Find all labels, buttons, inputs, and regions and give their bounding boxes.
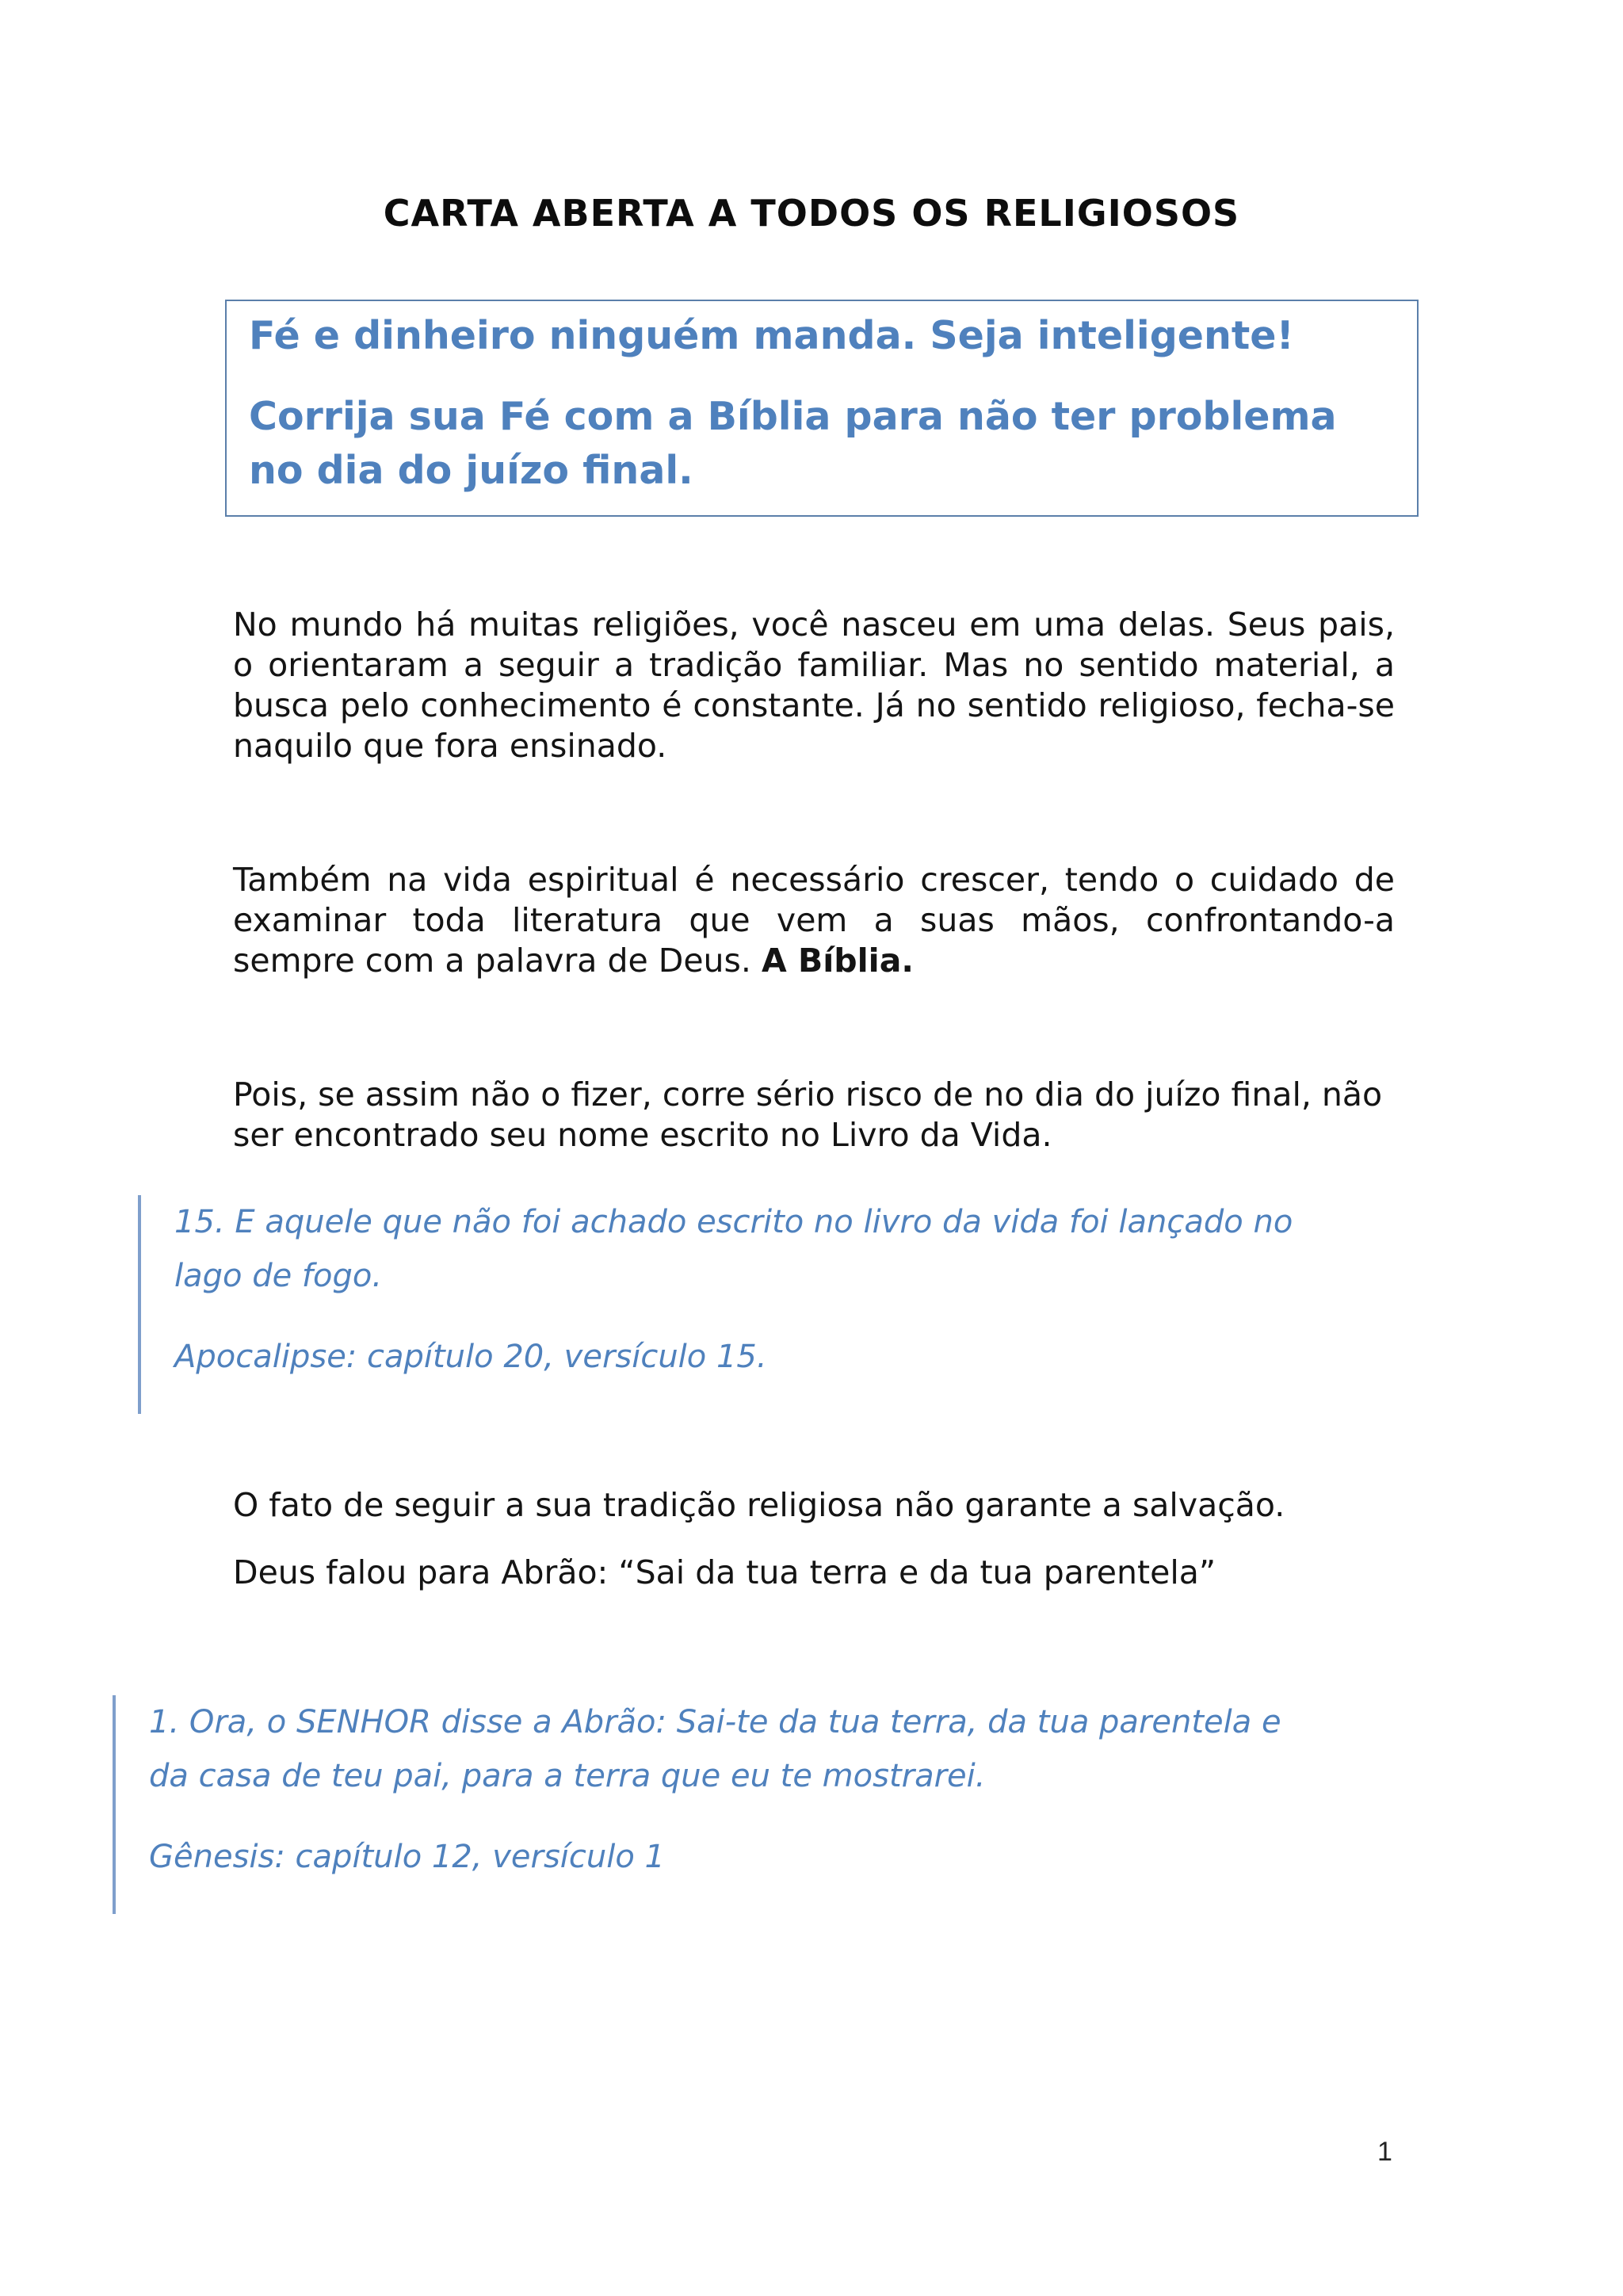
- callout-box: [225, 300, 1419, 517]
- bible-emphasis: A Bíblia.: [761, 942, 914, 980]
- paragraph-spiritual-growth-text: Também na vida espiritual é necessário crescer, tendo o cuidado de examinar toda literatura que vem a suas mãos, confrontando-a sempre com a palavra de Deus.: [233, 861, 1395, 980]
- quote-reference-revelation: Apocalipse: capítulo 20, versículo 15.: [174, 1339, 767, 1375]
- bible-quote-genesis: [113, 1695, 1285, 1914]
- page-number: 1: [1377, 2137, 1392, 2167]
- quote-reference-genesis: Gênesis: capítulo 12, versículo 1: [149, 1839, 665, 1875]
- quote-verse-genesis: 1. Ora, o SENHOR disse a Abrão: Sai-te da tua terra, da tua parentela e da casa de teu pai, para a terra que eu te mostrarei.: [149, 1704, 1281, 1794]
- paragraph-abraham: Deus falou para Abrão: “Sai da tua terra e da tua parentela”: [233, 1553, 1216, 1591]
- bible-quote-revelation: [138, 1195, 1295, 1414]
- callout-line-1: Fé e dinheiro ninguém manda. Seja inteligente!: [249, 313, 1294, 358]
- paragraph-religions: No mundo há muitas religiões, você nasceu em uma delas. Seus pais, o orientaram a seguir a tradição familiar. Mas no sentido material, a busca pelo conhecimento é constante. Já no sentido religioso, fecha-se naquilo que fora ensinado.: [233, 606, 1395, 765]
- paragraph-tradition: O fato de seguir a sua tradição religiosa não garante a salvação.: [233, 1486, 1285, 1524]
- callout-line-2: Corrija sua Fé com a Bíblia para não ter problema no dia do juízo final.: [249, 394, 1337, 493]
- page-title: CARTA ABERTA A TODOS OS RELIGIOSOS: [383, 192, 1240, 235]
- paragraph-spiritual-growth: [233, 860, 1395, 981]
- paragraph-judgment-risk: Pois, se assim não o fizer, corre sério risco de no dia do juízo final, não ser encontrado seu nome escrito no Livro da Vida.: [233, 1075, 1383, 1154]
- quote-verse-revelation: 15. E aquele que não foi achado escrito no livro da vida foi lançado no lago de fogo.: [174, 1204, 1293, 1294]
